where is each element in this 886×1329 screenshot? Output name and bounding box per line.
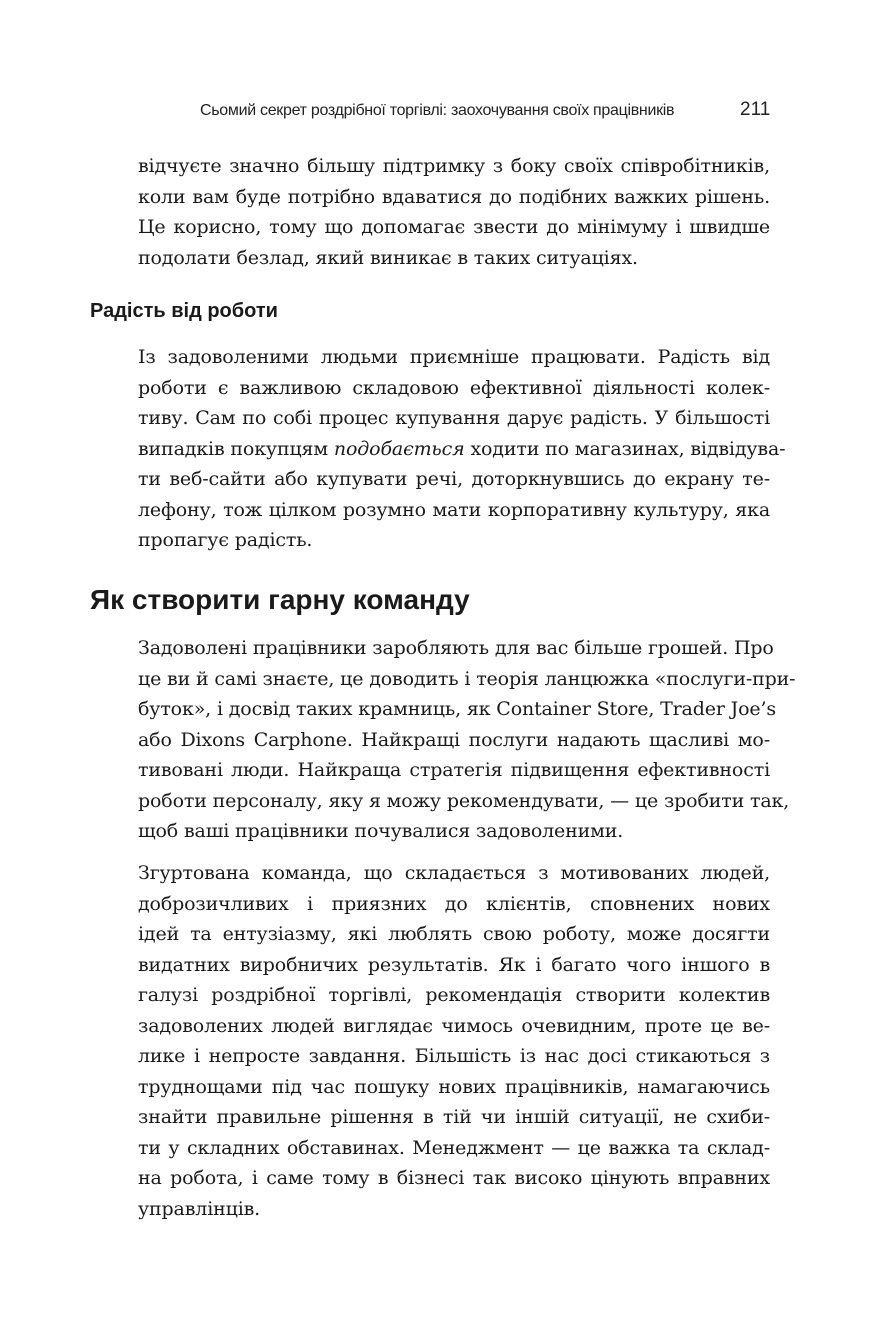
text-line: лике і непросте завдання. Більшість із нас досі стикаються з bbox=[138, 1045, 770, 1067]
text-line: Це корисно, тому що допомагає звести до мінімуму і швидше bbox=[138, 216, 770, 238]
running-head: Сьомий секрет роздрібної торгівлі: заохочування своїх працівників bbox=[200, 102, 675, 119]
section-subheading: Радість від роботи bbox=[90, 300, 278, 322]
text-fragment: випадків покупцям bbox=[138, 437, 328, 460]
text-line: тиву. Сам по собі процес купування дарує радість. У більшості bbox=[138, 407, 770, 429]
text-line: управлінців. bbox=[138, 1197, 261, 1220]
text-line: знайти правильне рішення в тій чи іншій ситуації, не схиби- bbox=[138, 1106, 770, 1128]
text-line: труднощами під час пошуку нових працівників, намагаючись bbox=[138, 1075, 770, 1098]
text-line: роботи персоналу, яку я можу рекомендувати, — це зробити так, bbox=[138, 789, 790, 812]
text-line: буток», і досвід таких крамниць, як Container Store, Trader Joe’s bbox=[138, 698, 777, 720]
page-number: 211 bbox=[740, 99, 771, 120]
section-heading: Як створити гарну команду bbox=[90, 584, 470, 615]
text-line: на робота, і саме тому в бізнесі так високо цінують вправних bbox=[138, 1167, 770, 1189]
paragraph-team-b bbox=[138, 858, 770, 1224]
emphasis-text: подобається bbox=[333, 437, 465, 460]
paragraph-joy bbox=[138, 342, 786, 556]
text-line: лефону, тож цілком розумно мати корпоративну культуру, яка bbox=[138, 498, 770, 521]
text-line: тивовані люди. Найкраща стратегія підвищення ефективності bbox=[138, 759, 770, 781]
text-line: видатних виробничих результатів. Як і багато чого іншого в bbox=[138, 953, 770, 976]
paragraph-team-a bbox=[138, 633, 796, 847]
text-line: ідей та ентузіазму, які люблять свою роботу, може досягти bbox=[138, 923, 770, 945]
text-line: пропагує радість. bbox=[138, 529, 313, 551]
text-line: ти у складних обставинах. Менеджмент — це важка та склад- bbox=[138, 1136, 770, 1159]
text-line: відчуєте значно більшу підтримку з боку своїх співробітників, bbox=[138, 155, 770, 177]
text-line: щоб ваші працівники почувалися задоволеними. bbox=[138, 820, 624, 842]
text-line: Задоволені працівники заробляють для вас більше грошей. Про bbox=[138, 637, 774, 659]
text-line: Згуртована команда, що складається з мотивованих людей, bbox=[138, 862, 770, 884]
text-line: галузі роздрібної торгівлі, рекомендація створити колектив bbox=[138, 984, 770, 1006]
text-line: доброзичливих і приязних до клієнтів, сповнених нових bbox=[138, 892, 770, 915]
text-line: ти веб-сайти або купувати речі, доторкнувшись до екрану те- bbox=[138, 468, 770, 490]
text-line: або Dixons Carphone. Найкращі послуги надають щасливі мо- bbox=[138, 728, 770, 751]
text-fragment: ходити по магазинах, відвідува- bbox=[470, 437, 786, 460]
text-line: задоволених людей виглядає чимось очевидним, проте це ве- bbox=[138, 1014, 770, 1037]
paragraph-continued bbox=[138, 151, 770, 273]
text-line: це ви й самі знаєте, це доводить і теорія ланцюжка «послуги-при- bbox=[138, 667, 796, 690]
text-line bbox=[138, 434, 786, 465]
text-line: роботи є важливою складовою ефективної діяльності колек- bbox=[138, 376, 770, 399]
text-line: Із задоволеними людьми приємніше працювати. Радість від bbox=[138, 346, 770, 368]
text-line: коли вам буде потрібно вдаватися до подібних важких рішень. bbox=[138, 185, 770, 208]
text-line: подолати безлад, який виникає в таких ситуаціях. bbox=[138, 246, 638, 269]
